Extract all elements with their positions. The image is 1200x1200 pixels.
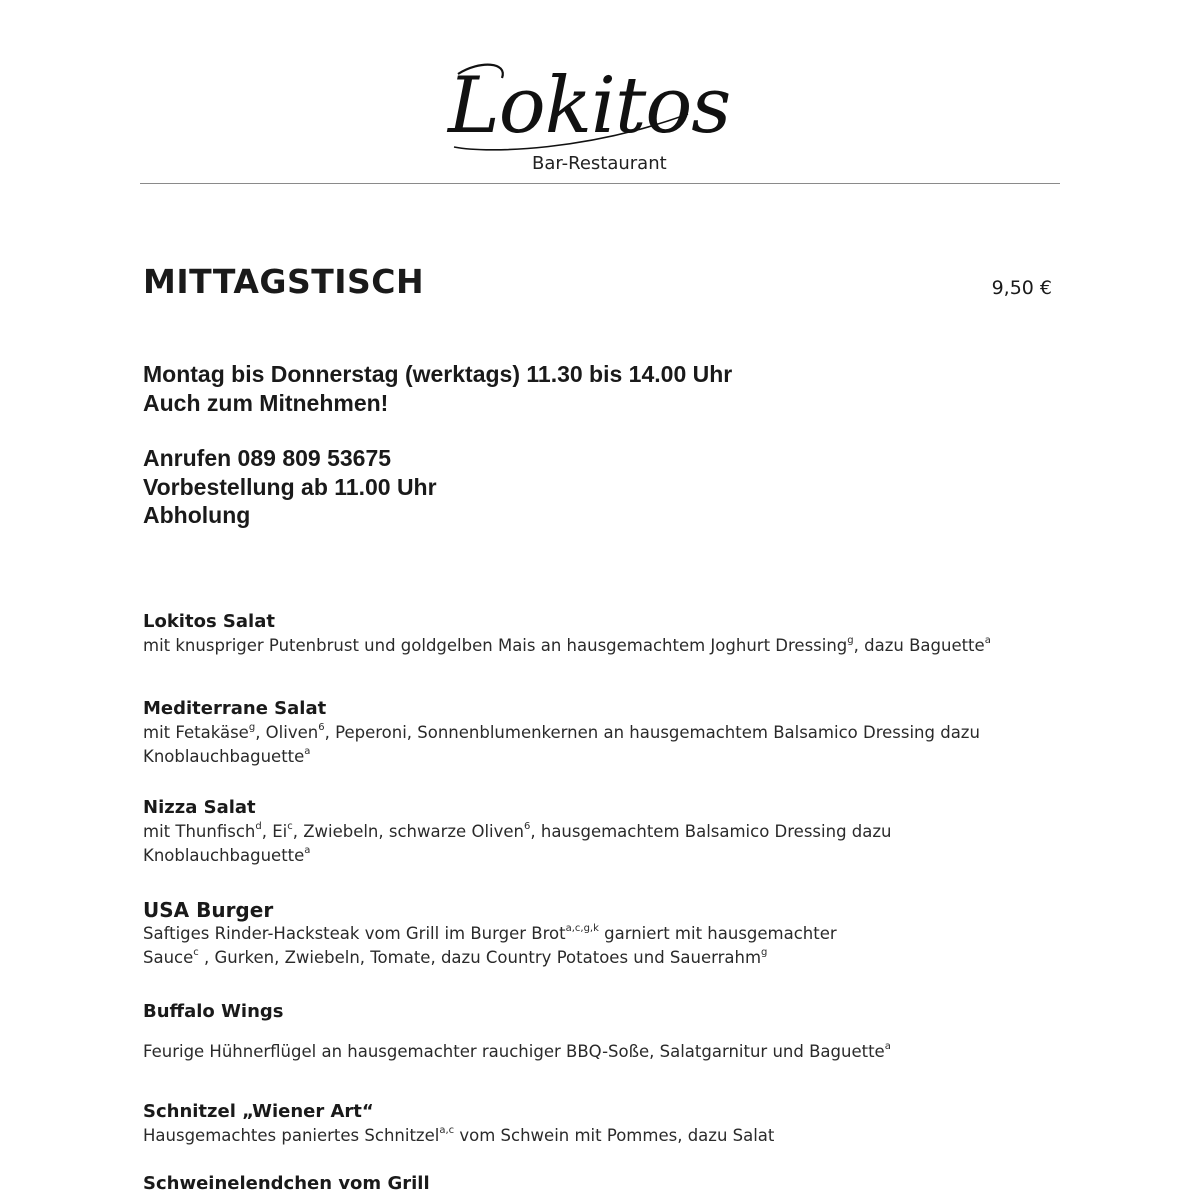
description-text: mit Thunfisch xyxy=(143,822,256,841)
menu-item-description-line xyxy=(143,634,1023,658)
allergen-code: a xyxy=(884,1041,891,1052)
menu-item-description-line xyxy=(143,1040,1023,1064)
allergen-code: 6 xyxy=(318,722,325,733)
menu-item-name: USA Burger xyxy=(143,898,274,922)
description-text: Saftiges Rinder-Hacksteak vom Grill im Burger Brot xyxy=(143,924,566,943)
description-text: Feurige Hühnerflügel an hausgemachter rauchiger BBQ-Soße, Salatgarnitur und Baguette xyxy=(143,1042,885,1061)
menu-item-description-line xyxy=(143,1124,1023,1148)
menu-item xyxy=(143,1100,1023,1148)
description-text: , dazu Baguette xyxy=(853,636,985,655)
allergen-code: a xyxy=(304,746,311,757)
logo-script-graphic xyxy=(430,52,730,162)
opening-hours-block xyxy=(143,360,732,417)
allergen-code: g xyxy=(847,635,854,646)
header-divider xyxy=(140,183,1060,184)
menu-item-name: Schnitzel „Wiener Art“ xyxy=(143,1101,374,1122)
description-text: Hausgemachtes paniertes Schnitzel xyxy=(143,1126,440,1145)
menu-item-description xyxy=(143,721,1023,769)
allergen-code: c xyxy=(193,947,199,958)
allergen-code: a xyxy=(304,845,311,856)
description-text: , Gurken, Zwiebeln, Tomate, dazu Country Potatoes und Sauerrahm xyxy=(198,948,762,967)
logo-text: Lokitos xyxy=(448,61,730,151)
menu-item xyxy=(143,1000,1023,1064)
description-text: mit Fetakäse xyxy=(143,723,249,742)
description-text: Knoblauchbaguette xyxy=(143,747,305,766)
menu-item-description-line xyxy=(143,820,1023,844)
menu-item-description xyxy=(143,1040,1023,1064)
menu-item-description-line xyxy=(143,844,1023,868)
menu-item-name: Schweinelendchen vom Grill xyxy=(143,1173,430,1194)
menu-item-description xyxy=(143,820,1023,868)
description-text: , Ei xyxy=(261,822,288,841)
menu-item-name: Mediterrane Salat xyxy=(143,698,327,719)
description-text: , Oliven xyxy=(255,723,319,742)
menu-item-description xyxy=(143,922,1023,970)
description-text: vom Schwein mit Pommes, dazu Salat xyxy=(454,1126,775,1145)
allergen-code: a,c,g,k xyxy=(565,923,599,934)
order-info-block xyxy=(143,444,437,530)
allergen-code: g xyxy=(761,947,768,958)
pickup-text: Abholung xyxy=(143,502,251,528)
menu-item-description-line xyxy=(143,946,1023,970)
menu-item-description xyxy=(143,1124,1023,1148)
menu-item-description-line xyxy=(143,922,1023,946)
menu-price: 9,50 € xyxy=(991,277,1052,299)
description-text: garniert mit hausgemachter xyxy=(598,924,837,943)
description-text: Knoblauchbaguette xyxy=(143,846,305,865)
menu-item xyxy=(143,610,1023,658)
allergen-code: g xyxy=(248,722,256,733)
menu-item-description-line xyxy=(143,745,1023,769)
preorder-text: Vorbestellung ab 11.00 Uhr xyxy=(143,473,437,500)
opening-hours-text: Montag bis Donnerstag (werktags) 11.30 bis 14.00 Uhr xyxy=(143,361,733,387)
allergen-code: 6 xyxy=(524,821,531,832)
restaurant-logo xyxy=(430,52,730,162)
allergen-code: a,c xyxy=(439,1125,455,1136)
description-text: , hausgemachtem Balsamico Dressing dazu xyxy=(530,822,892,841)
phone-text: Anrufen 089 809 53675 xyxy=(143,445,392,471)
menu-item xyxy=(143,898,1023,970)
takeaway-text: Auch zum Mitnehmen! xyxy=(143,389,389,416)
menu-item-description-line xyxy=(143,721,1023,745)
menu-item-description xyxy=(143,634,1023,658)
logo-subtitle: Bar-Restaurant xyxy=(532,153,667,174)
menu-item xyxy=(143,796,1023,868)
menu-item-name: Buffalo Wings xyxy=(143,1001,284,1022)
menu-item-name: Nizza Salat xyxy=(143,797,256,818)
description-text: mit knuspriger Putenbrust und goldgelben Mais an hausgemachtem Joghurt Dressing xyxy=(143,636,848,655)
allergen-code: c xyxy=(287,821,293,832)
menu-item xyxy=(143,1172,1023,1196)
description-text: , Peperoni, Sonnenblumenkernen an hausgemachtem Balsamico Dressing dazu xyxy=(324,723,980,742)
description-text: Sauce xyxy=(143,948,194,967)
page-title: MITTAGSTISCH xyxy=(143,262,425,301)
description-text: , Zwiebeln, schwarze Oliven xyxy=(292,822,524,841)
menu-item-name: Lokitos Salat xyxy=(143,611,275,632)
menu-item xyxy=(143,697,1023,769)
allergen-code: d xyxy=(255,821,262,832)
allergen-code: a xyxy=(984,635,991,646)
